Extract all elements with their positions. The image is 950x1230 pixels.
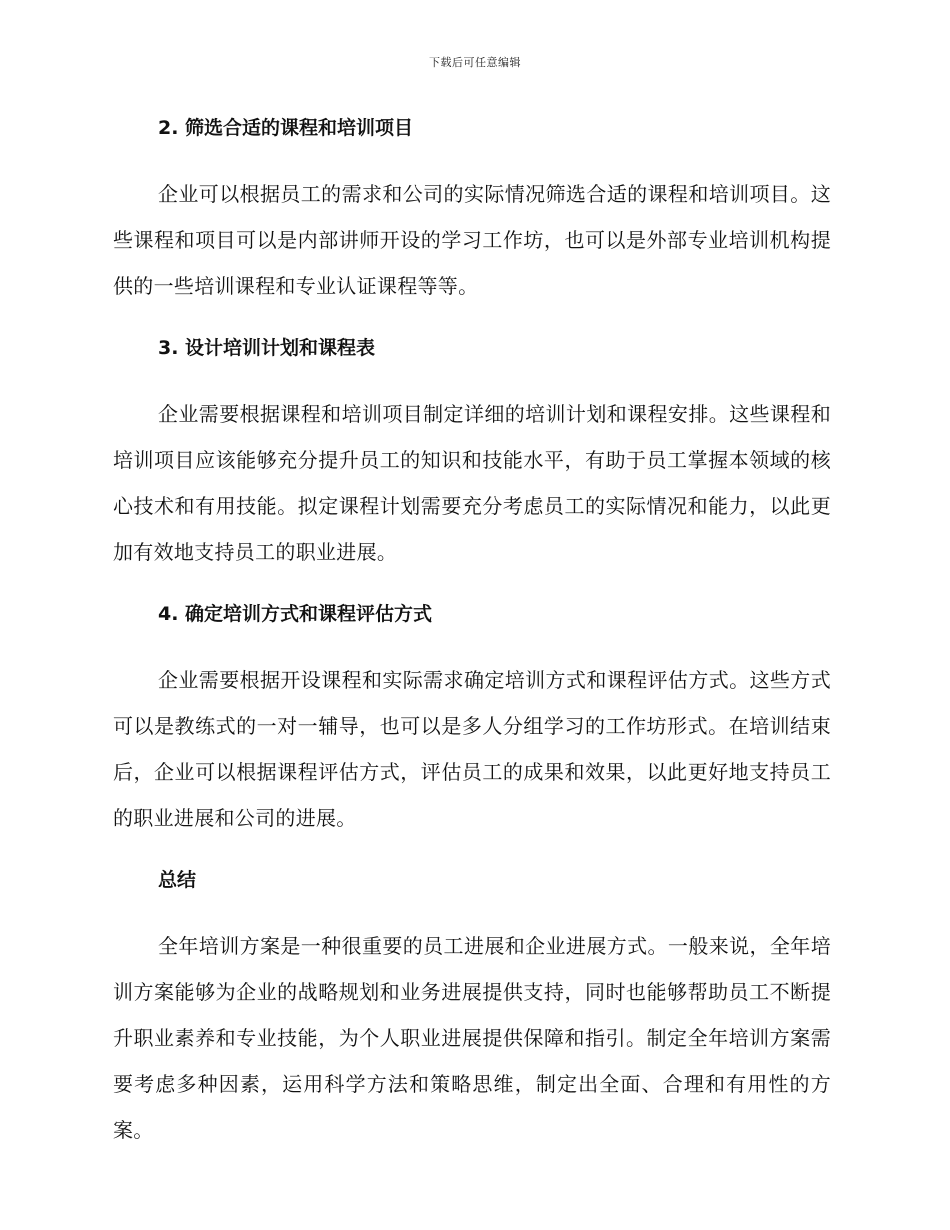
section-paragraph: 企业可以根据员工的需求和公司的实际情况筛选合适的课程和培训项目。这些课程和项目可以是内部讲师开设的学习工作坊，也可以是外部专业培训机构提供的一些培训课程和专业认证课程等等。 — [113, 182, 831, 298]
section-heading: 4. 确定培训方式和课程评估方式 — [158, 603, 433, 625]
page-header: 下载后可任意编辑 — [429, 56, 521, 69]
section-paragraph: 企业需要根据课程和培训项目制定详细的培训计划和课程安排。这些课程和培训项目应该能够充分提升员工的知识和技能水平，有助于员工掌握本领域的核心技术和有用技能。拟定课程计划需要充分考虑员工的实际情况和能力，以此更加有效地支持员工的职业进展。 — [113, 402, 831, 564]
section-3 — [113, 333, 831, 575]
section-paragraph: 企业需要根据开设课程和实际需求确定培训方式和课程评估方式。这些方式可以是教练式的一对一辅导，也可以是多人分组学习的工作坊形式。在培训结束后，企业可以根据课程评估方式，评估员工的成果和效果，以此更好地支持员工的职业进展和公司的进展。 — [113, 668, 831, 830]
section-heading: 3. 设计培训计划和课程表 — [158, 337, 376, 359]
section-heading: 2. 筛选合适的课程和培训项目 — [158, 117, 414, 139]
section-4 — [113, 599, 831, 841]
section-paragraph: 全年培训方案是一种很重要的员工进展和企业进展方式。一般来说，全年培训方案能够为企业的战略规划和业务进展提供支持，同时也能够帮助员工不断提升职业素养和专业技能，为个人职业进展提供保障和指引。制定全年培训方案需要考虑多种因素，运用科学方法和策略思维，制定出全面、合理和有用性的方案。 — [113, 934, 831, 1142]
section-summary — [113, 865, 831, 1153]
section-2 — [113, 113, 831, 309]
section-heading: 总结 — [158, 869, 197, 891]
document-body — [113, 113, 831, 1153]
